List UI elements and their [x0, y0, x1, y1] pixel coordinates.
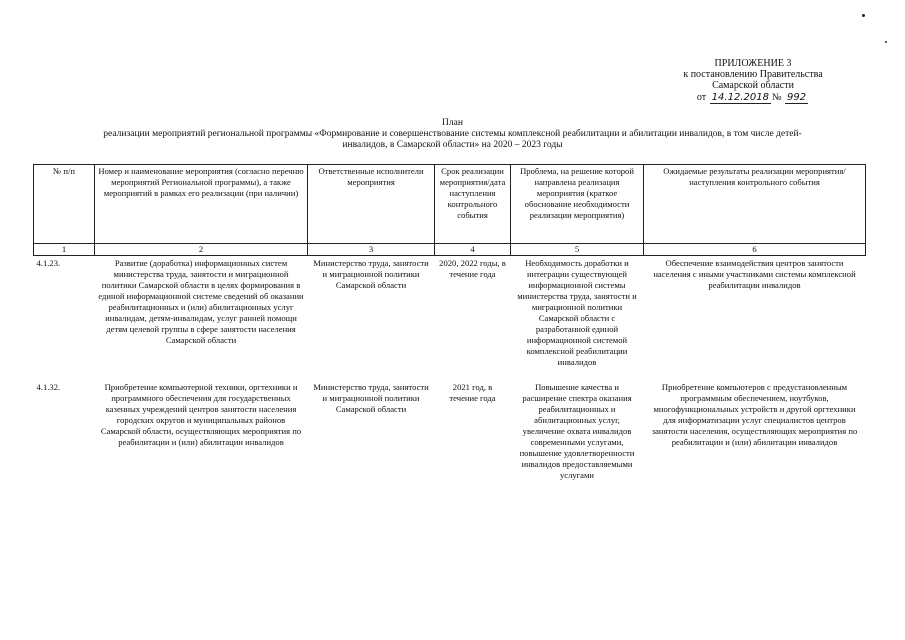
- row-result: Приобретение компьютеров с предустановленным программным обеспечением, ноутбуков, многофункциональных устройств и другой оргтехники для информатизации услуг специалистов центров занятости населения, осуществляющих мероприятия по реабилитации и (или) абилитации инвалидов: [651, 382, 858, 447]
- header-result: Ожидаемые результаты реализации мероприятия/наступления контрольного события: [644, 165, 866, 244]
- plan-title: [30, 118, 875, 151]
- date-prefix: от: [696, 92, 707, 103]
- number-prefix: №: [771, 92, 782, 103]
- header-term: Срок реализации мероприятия/дата наступления контрольного события: [435, 165, 511, 244]
- column-number: 2: [95, 244, 308, 256]
- row-responsible: Министерство труда, занятости и миграционной политики Самарской области: [313, 382, 429, 414]
- scan-speck: [885, 41, 887, 43]
- appendix-block: [653, 58, 853, 103]
- appendix-line1: к постановлению Правительства: [683, 69, 823, 80]
- scan-speck: [862, 14, 865, 17]
- row-number: 4.1.23.: [36, 258, 61, 268]
- plan-subtitle-line1: реализации мероприятий региональной программы «Формирование и совершенствование системы комплексной реабилитации и абилитации инвалидов, в том числе детей-: [103, 129, 802, 139]
- plan-heading: План: [442, 118, 463, 128]
- table-row: [34, 380, 866, 493]
- row-result: Обеспечение взаимодействия центров занятости населения с иными участниками системы комплексной реабилитации инвалидов: [653, 258, 856, 290]
- column-number: 6: [644, 244, 866, 256]
- plan-table: [33, 164, 866, 493]
- column-number: 1: [34, 244, 95, 256]
- column-number-row: [34, 244, 866, 256]
- header-problem: Проблема, на решение которой направлена реализация мероприятия (краткое обоснование необходимости реализации мероприятия): [511, 165, 644, 244]
- appendix-order-line: [653, 92, 853, 103]
- handwritten-date: 14.12.2018: [711, 92, 769, 103]
- row-term: 2020, 2022 годы, в течение года: [439, 258, 506, 279]
- row-term: 2021 год, в течение года: [449, 382, 496, 403]
- plan-subtitle-line2: инвалидов, в Самарской области» на 2020 – 2023 годы: [342, 140, 563, 150]
- row-problem: Повышение качества и расширение спектра оказания реабилитационных и абилитационных услуг, увеличение охвата инвалидов современными услугами, повышение удовлетворенности инвалидов предоставляемыми услугами: [519, 382, 635, 480]
- table-row: [34, 256, 866, 381]
- header-num: № п/п: [34, 165, 95, 244]
- row-measure-name: Приобретение компьютерной техники, оргтехники и программного обеспечения для государственных казенных учреждений центров занятости населения городских округов и муниципальных районов Самарской области, осуществляющих мероприятия по реабилитации и (или) абилитации инвалидов: [100, 382, 302, 447]
- row-problem: Необходимость доработки и интеграции существующей информационной системы министерства труда, занятости и миграционной политики Самарской области с разработанной единой информационной системой комплексной реабилитации инвалидов: [517, 258, 637, 367]
- header-responsible: Ответственные исполнители мероприятия: [308, 165, 435, 244]
- appendix-line2: Самарской области: [712, 80, 794, 91]
- table-header-row: [34, 165, 866, 244]
- row-measure-name: Развитие (доработка) информационных систем министерства труда, занятости и миграционной политики Самарской области в целях формирования в единой информационной системе сведений об оказании реабилитационных и (или) абилитационных услуг инвалидам, детям-инвалидам, услуг ранней помощи детям целевой группы в сфере занятости населения Самарской области: [98, 258, 304, 345]
- appendix-number: ПРИЛОЖЕНИЕ 3: [714, 58, 792, 69]
- column-number: 4: [435, 244, 511, 256]
- column-number: 3: [308, 244, 435, 256]
- column-number: 5: [511, 244, 644, 256]
- header-measure: Номер и наименование мероприятия (согласно перечню мероприятий Региональной программы), а также мероприятий в рамках его реализации (при наличии): [95, 165, 308, 244]
- row-responsible: Министерство труда, занятости и миграционной политики Самарской области: [313, 258, 429, 290]
- row-number: 4.1.32.: [36, 382, 61, 392]
- handwritten-number: 992: [786, 92, 807, 103]
